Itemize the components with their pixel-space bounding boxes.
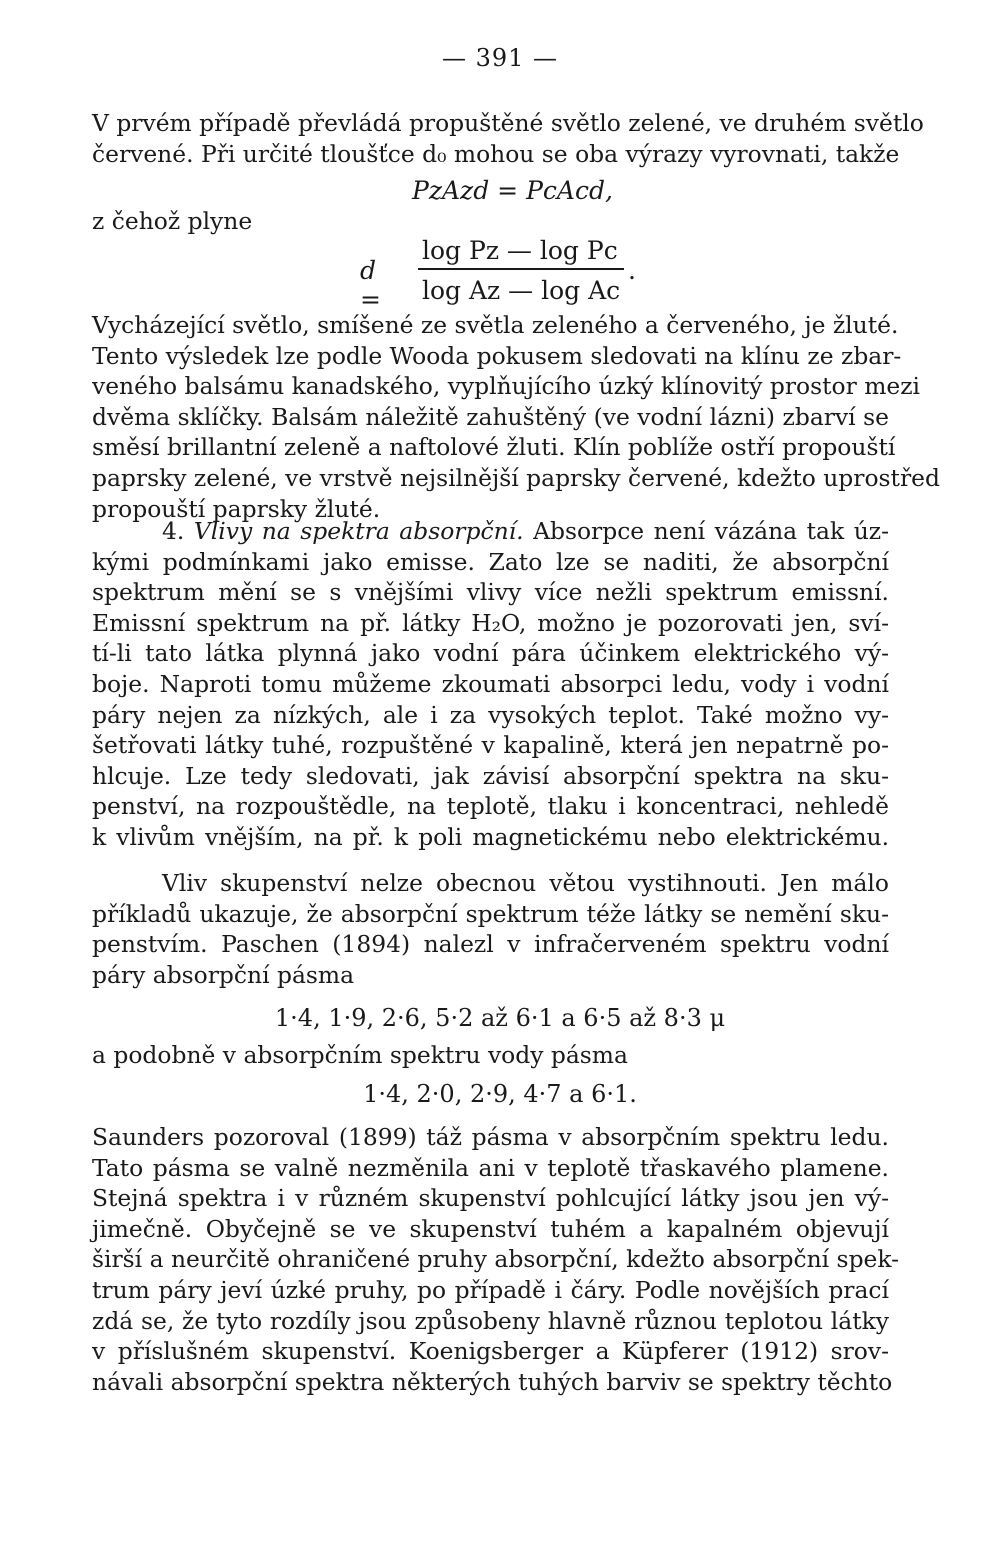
- text-line: penstvím. Paschen (1894) nalezl v infračerveném spektru vodní: [92, 930, 889, 959]
- text-line: Emissní spektrum na př. látky H₂O, možno je pozorovati jen, sví-: [92, 608, 889, 637]
- page-number: — 391 —: [441, 44, 559, 72]
- text-line: šetřovati látky tuhé, rozpuštěné v kapalině, která jen nepatrně po-: [92, 731, 889, 760]
- text-line: k vlivům vnějším, na př. k poli magnetickému nebo elektrickému.: [92, 822, 889, 851]
- text-line: paprsky zelené, ve vrstvě nejsilnější paprsky červené, kdežto uprostřed: [92, 463, 940, 492]
- equation-1-text: PzAzd = PcAcd,: [412, 176, 613, 205]
- paragraph-state-influence: [92, 868, 889, 990]
- section-heading: Vlivy na spektra absorpční.: [193, 517, 524, 545]
- equation-2-numerator: log Pz — log Pc: [422, 236, 618, 265]
- text-line: tí-li tato látka plynná jako vodní pára účinkem elektrického vý-: [92, 639, 889, 668]
- text-line: hlcuje. Lze tedy sledovati, jak závisí absorpční spektra na sku-: [92, 761, 889, 790]
- similar-line: [92, 1040, 889, 1071]
- text-line: Vliv skupenství nelze obecnou větou vystihnouti. Jen málo: [162, 869, 889, 897]
- section-number: 4.: [162, 517, 185, 545]
- text-line: a podobně v absorpčním spektru vody pásma: [92, 1041, 628, 1069]
- text-line: v příslušném skupenství. Koenigsberger a Küpferer (1912) srov-: [92, 1337, 889, 1366]
- text-line: veného balsámu kanadského, vyplňujícího úzký klínovitý prostor mezi: [92, 372, 921, 401]
- text-line: páry nejen za nízkých, ale i za vysokých teplot. Také možno vy-: [92, 700, 889, 729]
- text-line: příkladů ukazuje, že absorpční spektrum téže látky se nemění sku-: [92, 899, 889, 928]
- text-line: boje. Naproti tomu můžeme zkoumati absorpci ledu, vody i vodní: [92, 669, 889, 698]
- bands-water-vapor: 1·4, 1·9, 2·6, 5·2 až 6·1 a 6·5 až 8·3 μ: [274, 1004, 726, 1032]
- text-line: jimečně. Obyčejně se ve skupenství tuhém a kapalném objevují: [92, 1214, 889, 1243]
- text-line: propouští paprsky žluté.: [92, 494, 381, 523]
- fraction-bar: [418, 268, 624, 270]
- text-line: kými podmínkami jako emisse. Zato lze se naditi, že absorpční: [92, 547, 889, 576]
- text-line: směsí brillantní zeleně a naftolové žluti. Klín poblíže ostří propouští: [92, 433, 896, 462]
- text-line: návali absorpční spektra některých tuhých barviv se spektry těchto: [92, 1367, 893, 1396]
- from-which-line: [92, 206, 889, 237]
- text-line: Tato pásma se valně nezměnila ani v teplotě třaskavého plamene.: [92, 1153, 889, 1182]
- text-line: z čehož plyne: [92, 207, 253, 235]
- text-line: V prvém případě převládá propuštěné světlo zelené, ve druhém světlo: [92, 109, 924, 137]
- equation-2-denominator: log Az — log Ac: [422, 276, 621, 305]
- text-line: trum páry jeví úzké pruhy, po případě i čáry. Podle novějších prací: [92, 1275, 889, 1304]
- bands-water: 1·4, 2·0, 2·9, 4·7 a 6·1.: [363, 1080, 637, 1108]
- paragraph-saunders: [92, 1122, 900, 1397]
- text-line: Vycházející světlo, smíšené ze světla zeleného a červeného, je žluté.: [92, 311, 899, 339]
- section-4-first-line: [92, 516, 889, 547]
- equation-1: [412, 176, 613, 205]
- section-4: [92, 516, 889, 853]
- text-line: penství, na rozpouštědle, na teplotě, tlaku i koncentraci, nehledě: [92, 792, 889, 821]
- text-line: Saunders pozoroval (1899) táž pásma v absorpčním spektru ledu.: [92, 1123, 889, 1151]
- text-line: spektrum mění se s vnějšími vlivy více nežli spektrum emissní.: [92, 578, 889, 607]
- equation-2-end: .: [628, 256, 636, 285]
- equation-2-lhs: d =: [360, 256, 381, 314]
- paragraph-mixed-light: [92, 310, 940, 524]
- text-line: Tento výsledek lze podle Wooda pokusem sledovati na klínu ze zbar-: [92, 341, 902, 370]
- text-fragment: Absorpce není vázána tak úz-: [533, 517, 890, 545]
- text-line: širší a neurčitě ohraničené pruhy absorpční, kdežto absorpční spek-: [92, 1245, 900, 1274]
- paragraph-intro: [92, 108, 924, 169]
- text-line: červené. Při určité tloušťce d₀ mohou se oba výrazy vyrovnati, takže: [92, 139, 900, 168]
- text-line: dvěma sklíčky. Balsám náležitě zahuštěný (ve vodní lázni) zbarví se: [92, 402, 889, 431]
- text-line: Stejná spektra i v různém skupenství pohlcující látky jsou jen vý-: [92, 1184, 889, 1213]
- text-line: páry absorpční pásma: [92, 960, 355, 989]
- text-line: zdá se, že tyto rozdíly jsou způsobeny hlavně různou teplotou látky: [92, 1306, 889, 1335]
